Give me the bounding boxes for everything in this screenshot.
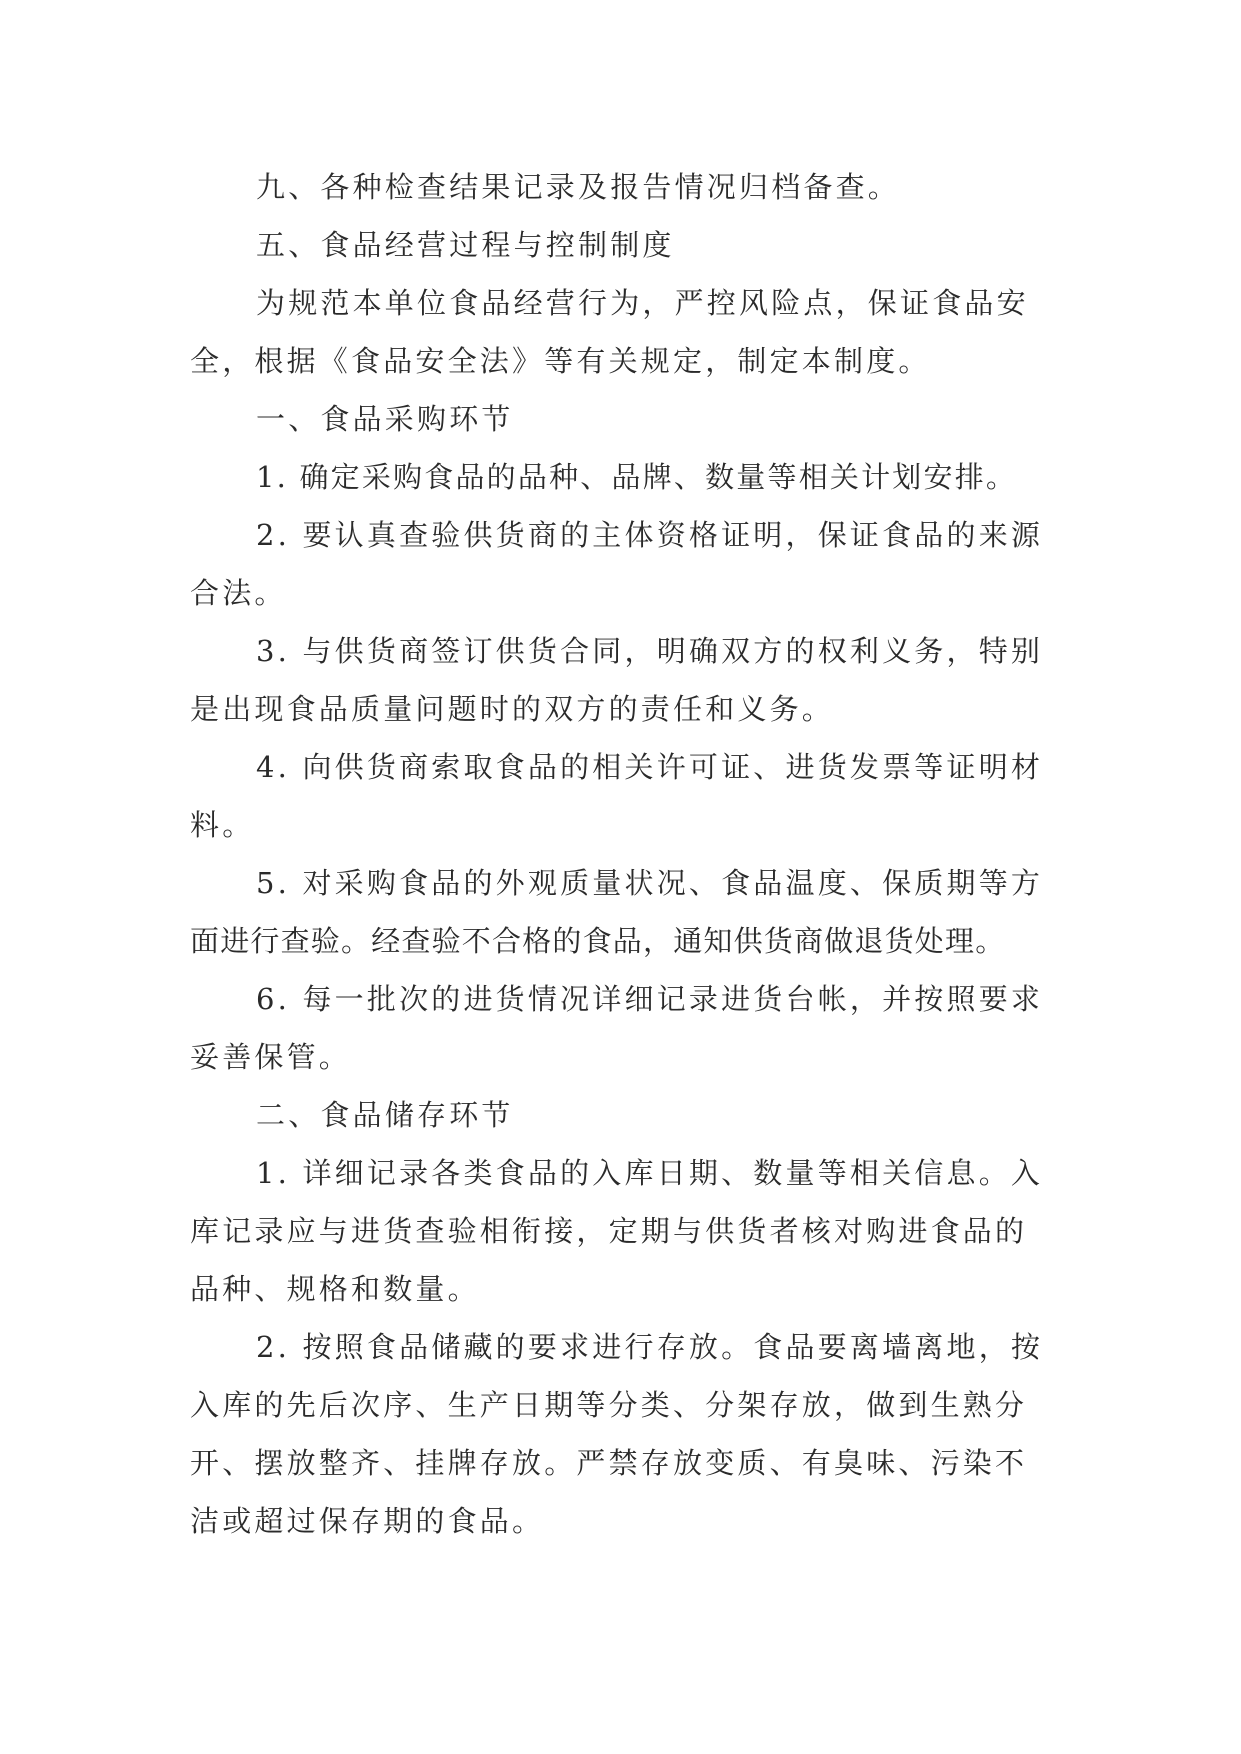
text-line: 九、各种检查结果记录及报告情况归档备查。 xyxy=(256,170,901,204)
text-line: 2. 按照食品储藏的要求进行存放。食品要离墙离地，按 xyxy=(256,1330,1044,1364)
text-line: 面进行查验。经查验不合格的食品，通知供货商做退货处理。 xyxy=(190,924,1006,958)
text-line: 1. 详细记录各类食品的入库日期、数量等相关信息。入 xyxy=(256,1156,1044,1190)
text-line: 入库的先后次序、生产日期等分类、分架存放，做到生熟分 xyxy=(190,1388,1028,1422)
text-line: 2. 要认真查验供货商的主体资格证明，保证食品的来源 xyxy=(256,518,1044,552)
text-line: 3. 与供货商签订供货合同，明确双方的权利义务，特别 xyxy=(256,634,1044,668)
text-line: 开、摆放整齐、挂牌存放。严禁存放变质、有臭味、污染不 xyxy=(190,1446,1028,1480)
text-line: 库记录应与进货查验相衔接，定期与供货者核对购进食品的 xyxy=(190,1214,1028,1248)
section-heading: 五、食品经营过程与控制制度 xyxy=(256,228,675,262)
text-line: 品种、规格和数量。 xyxy=(190,1272,480,1306)
subsection-heading: 一、食品采购环节 xyxy=(256,402,514,436)
text-line: 为规范本单位食品经营行为，严控风险点，保证食品安 xyxy=(256,286,1029,320)
text-line: 洁或超过保存期的食品。 xyxy=(190,1504,545,1538)
text-line: 5. 对采购食品的外观质量状况、食品温度、保质期等方 xyxy=(256,866,1044,900)
text-line: 6. 每一批次的进货情况详细记录进货台帐，并按照要求 xyxy=(256,982,1044,1016)
text-line: 妥善保管。 xyxy=(190,1040,352,1074)
text-line: 是出现食品质量问题时的双方的责任和义务。 xyxy=(190,692,835,726)
text-line: 合法。 xyxy=(190,576,287,610)
text-line: 全，根据《食品安全法》等有关规定，制定本制度。 xyxy=(190,344,931,378)
subsection-heading: 二、食品储存环节 xyxy=(256,1098,514,1132)
text-line: 料。 xyxy=(190,808,255,842)
text-line: 4. 向供货商索取食品的相关许可证、进货发票等证明材 xyxy=(256,750,1044,784)
text-line: 1. 确定采购食品的品种、品牌、数量等相关计划安排。 xyxy=(256,460,1018,494)
document-body xyxy=(190,158,1060,1550)
